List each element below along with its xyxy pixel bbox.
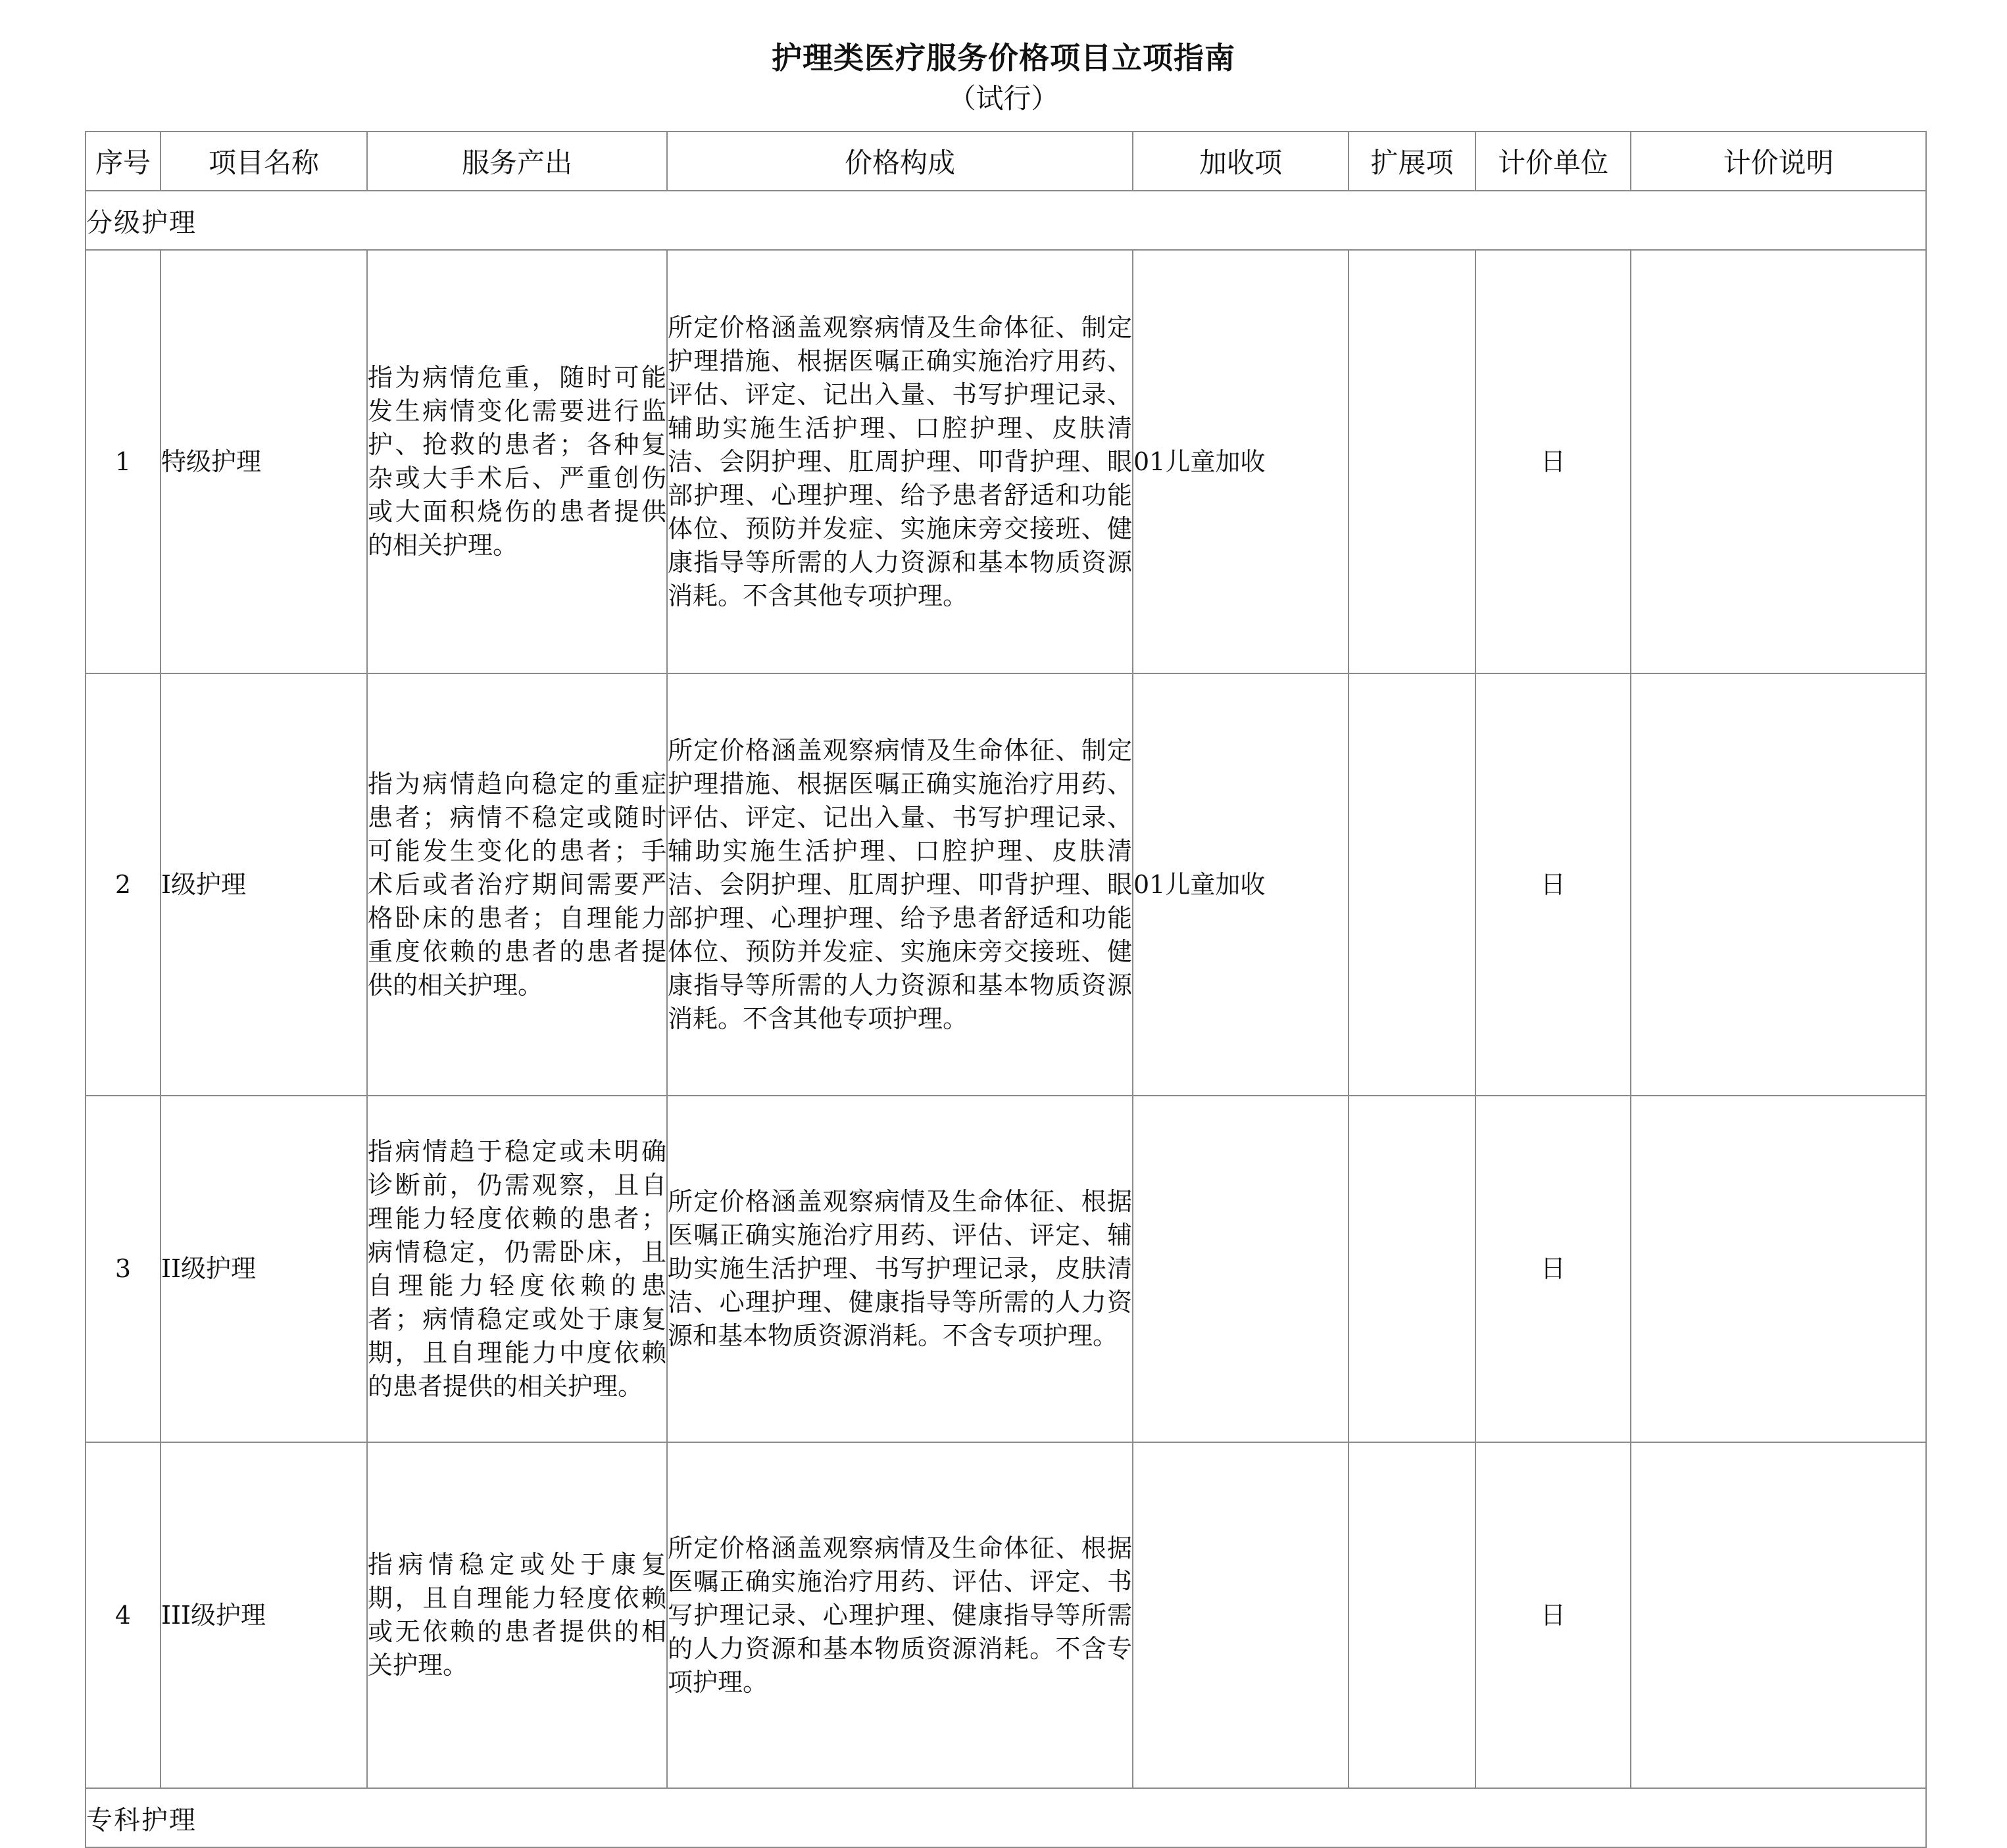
cell-name: 特级护理 — [161, 250, 367, 673]
cell-name: II级护理 — [161, 1096, 367, 1442]
cell-note — [1631, 1096, 1926, 1442]
cell-seq: 1 — [86, 250, 161, 673]
header-seq: 序号 — [86, 132, 161, 191]
cell-output: 指为病情趋向稳定的重症患者；病情不稳定或随时可能发生变化的患者；手术后或者治疗期间需要严格卧床的患者；自理能力重度依赖的患者的患者提供的相关护理。 — [367, 673, 667, 1096]
cell-name: III级护理 — [161, 1442, 367, 1788]
document-subtitle: （试行） — [948, 82, 1059, 114]
section-row — [86, 191, 1926, 250]
table-row — [86, 673, 1926, 1096]
cell-note — [1631, 250, 1926, 673]
header-output: 服务产出 — [367, 132, 667, 191]
header-name: 项目名称 — [161, 132, 367, 191]
header-composition: 价格构成 — [667, 132, 1133, 191]
cell-composition: 所定价格涵盖观察病情及生命体征、根据医嘱正确实施治疗用药、评估、评定、书写护理记录、心理护理、健康指导等所需的人力资源和基本物质资源消耗。不含专项护理。 — [667, 1442, 1133, 1788]
cell-composition: 所定价格涵盖观察病情及生命体征、制定护理措施、根据医嘱正确实施治疗用药、评估、评定、记出入量、书写护理记录、辅助实施生活护理、口腔护理、皮肤清洁、会阴护理、肛周护理、叩背护理、眼部护理、心理护理、给予患者舒适和功能体位、预防并发症、实施床旁交接班、健康指导等所需的人力资源和基本物质资源消耗。不含其他专项护理。 — [667, 673, 1133, 1096]
header-extension: 扩展项 — [1349, 132, 1475, 191]
cell-surcharge — [1133, 1096, 1349, 1442]
section-row — [86, 1788, 1926, 1847]
cell-output: 指病情趋于稳定或未明确诊断前，仍需观察，且自理能力轻度依赖的患者；病情稳定，仍需卧床，且自理能力轻度依赖的患者；病情稳定或处于康复期，且自理能力中度依赖的患者提供的相关护理。 — [367, 1096, 667, 1442]
table-row — [86, 1096, 1926, 1442]
cell-unit: 日 — [1475, 673, 1631, 1096]
pricing-table — [85, 131, 1927, 1848]
cell-seq: 2 — [86, 673, 161, 1096]
cell-name: I级护理 — [161, 673, 367, 1096]
cell-output: 指病情稳定或处于康复期，且自理能力轻度依赖或无依赖的患者提供的相关护理。 — [367, 1442, 667, 1788]
cell-seq: 3 — [86, 1096, 161, 1442]
cell-seq: 4 — [86, 1442, 161, 1788]
cell-note — [1631, 673, 1926, 1096]
cell-extension — [1349, 250, 1475, 673]
cell-surcharge — [1133, 1442, 1349, 1788]
section-title: 分级护理 — [86, 191, 1926, 250]
table-row — [86, 1442, 1926, 1788]
cell-surcharge: 01儿童加收 — [1133, 673, 1349, 1096]
table-row — [86, 250, 1926, 673]
header-note: 计价说明 — [1631, 132, 1926, 191]
cell-composition: 所定价格涵盖观察病情及生命体征、根据医嘱正确实施治疗用药、评估、评定、辅助实施生活护理、书写护理记录，皮肤清洁、心理护理、健康指导等所需的人力资源和基本物质资源消耗。不含专项护理。 — [667, 1096, 1133, 1442]
cell-note — [1631, 1442, 1926, 1788]
cell-output: 指为病情危重，随时可能发生病情变化需要进行监护、抢救的患者；各种复杂或大手术后、严重创伤或大面积烧伤的患者提供的相关护理。 — [367, 250, 667, 673]
header-unit: 计价单位 — [1475, 132, 1631, 191]
cell-composition: 所定价格涵盖观察病情及生命体征、制定护理措施、根据医嘱正确实施治疗用药、评估、评定、记出入量、书写护理记录、辅助实施生活护理、口腔护理、皮肤清洁、会阴护理、肛周护理、叩背护理、眼部护理、心理护理、给予患者舒适和功能体位、预防并发症、实施床旁交接班、健康指导等所需的人力资源和基本物质资源消耗。不含其他专项护理。 — [667, 250, 1133, 673]
cell-extension — [1349, 673, 1475, 1096]
table-header-row — [86, 132, 1926, 191]
document-title: 护理类医疗服务价格项目立项指南 — [772, 40, 1235, 76]
cell-surcharge: 01儿童加收 — [1133, 250, 1349, 673]
cell-extension — [1349, 1442, 1475, 1788]
cell-unit: 日 — [1475, 1096, 1631, 1442]
section-title: 专科护理 — [86, 1788, 1926, 1847]
cell-unit: 日 — [1475, 1442, 1631, 1788]
cell-unit: 日 — [1475, 250, 1631, 673]
header-surcharge: 加收项 — [1133, 132, 1349, 191]
cell-extension — [1349, 1096, 1475, 1442]
